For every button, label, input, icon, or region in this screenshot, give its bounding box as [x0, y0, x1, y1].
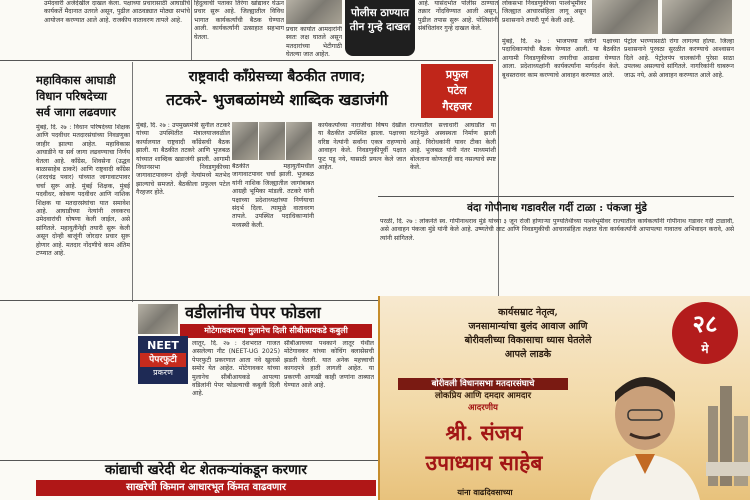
top-right-photo-2	[662, 0, 732, 34]
divider	[0, 60, 496, 61]
top-strip-text-2: हिंदुत्वाची पताका तिरंगा खांद्यावर घेऊन प्रचार सुरू आहे. जिल्ह्यातील विविध भागात कार्यकर्त्यांची बैठक घेण्यात आली. कार्यकर्त्यांनी उत्साहात सहभाग घेतला.	[194, 0, 284, 41]
lead-col-4-text: राज्यातील सत्ताधारी आघाडीत या घटनेमुळे अस्वस्थता निर्माण झाली आहे. विरोधकांनी यावर टीका केली आहे. भुजबळ यांनी नंतर माध्यमांशी बोलताना कोणताही वाद नसल्याचे स्पष्ट केले.	[410, 122, 496, 172]
neet-photo	[138, 304, 178, 334]
birthday-ad	[378, 296, 750, 500]
lead-col-1	[136, 122, 230, 290]
ad-date-badge	[672, 302, 738, 364]
ad-name	[384, 418, 584, 484]
lead-headline	[134, 66, 420, 118]
ad-line-3: बोरीवलीच्या विकासाचा ध्यास घेतलेले	[464, 335, 592, 346]
bottom-headline	[36, 460, 376, 480]
munde-headline	[380, 200, 734, 216]
ad-line-7: आदरणीय	[468, 403, 498, 413]
right-top-col-1	[502, 38, 620, 190]
ad-name-line-2: उपाध्याय साहेब	[425, 450, 543, 475]
left-headline	[36, 72, 130, 122]
munde-body	[380, 218, 734, 294]
left-title-line-3: सर्व जागा लढवणार	[36, 105, 116, 119]
top-strip-col-2	[194, 0, 284, 60]
neet-badge-line-2: पेपरफुटी	[140, 353, 186, 367]
divider	[191, 0, 192, 60]
right-top-col-2	[624, 38, 734, 190]
lead-col-1-text: मुंबई, दि. २७ : उपमुख्यमंत्री सुनील तटकरे यांच्या उपस्थितीत मंत्रालयाजवळील कार्यालयात राष्ट्रवादी काँग्रेसची बैठक झाली. या बैठकीत तटकरे आणि भुजबळ यांच्यात शाब्दिक खडाजंगी झाली. आगामी विधानसभा निवडणुकीच्या जागावाटपावरून दोन्ही नेत्यांमध्ये मतभेद झाल्याचे समजते. बैठकीला प्रफुल्ल पटेल गैरहजर होते.	[136, 122, 230, 197]
neet-title: वडीलांनीच पेपर फोडला	[185, 303, 321, 322]
ad-date-number: २८	[692, 310, 718, 338]
neet-badge	[138, 336, 188, 384]
ad-line-6: लोकप्रिय आणि दमदार आमदार	[434, 391, 532, 401]
lead-col-3-text: कार्यकर्त्यांच्या नाराजीचा विषय देखील या बैठकीत उपस्थित झाला. पक्षाच्या वरिष्ठ नेत्यांनी सर्वांना एकत्र राहण्याचे आवाहन केले. निवडणुकीपूर्वी पक्षात फूट पडू नये, यासाठी प्रयत्न केले जात आहेत.	[318, 122, 406, 172]
ad-footer	[420, 486, 550, 500]
police-badge-text: पोलीस ठाण्यात तीन गुन्हे दाखल	[349, 7, 411, 33]
neet-col-2-text: सीबीआयच्या पथकाने लातूर येथील मोटेगावकर यांच्या कोचिंग क्लासेसची झडती घेतली. यात अनेक महत्त्वाची कागदपत्रे हाती लागली आहेत. या प्रकरणी आणखी काही जणांना ताब्यात घेण्यात आले आहे.	[284, 340, 374, 390]
ad-line-2: जनसामान्यांचा बुलंद आवाज आणि	[468, 321, 588, 332]
divider	[132, 62, 133, 302]
lead-col-2-text: बैठकीत महायुतीमधील जागावाटपावर चर्चा झाली. भुजबळ यांनी नाशिक जिल्ह्यातील जागांबाबत आग्रही भूमिका मांडली. तटकरे यांनी पक्षाच्या प्रदेशाध्यक्षांच्या निर्णयाचा संदर्भ दिला. त्यामुळे वातावरण तापले. उपस्थित पदाधिकाऱ्यांनी मध्यस्थी केली.	[232, 163, 314, 229]
divider	[378, 196, 734, 197]
top-photo	[286, 0, 342, 24]
right-top-col-2-text: पेट्रोल भरण्यासाठी रांगा लागल्या होत्या. जिल्हा प्रशासनाने पुरवठा सुरळीत करण्याचे आश्वासन दिले आहे. पेट्रोलपंप चालकांनी पुरेसा साठा उपलब्ध असल्याचे सांगितले. नागरिकांनी घाबरून जाऊ नये, असे आवाहन करण्यात आले आहे.	[624, 38, 734, 79]
ad-skyline	[706, 366, 750, 486]
neet-col-2	[284, 340, 374, 460]
ad-date-month: मे	[701, 342, 709, 356]
lead-badge-line-2: पटेल	[447, 84, 467, 97]
ad-name-line-1: श्री. संजय	[445, 420, 523, 445]
lead-photo-2	[259, 122, 285, 160]
ad-portrait	[580, 362, 710, 500]
ad-line-1: कार्यसम्राट नेतृत्व,	[498, 307, 558, 318]
left-body	[36, 124, 130, 298]
top-strip-text-3: प्रचार कार्यात आमदारांनी स्वतः लक्ष घातले असून मतदारांच्या भेटीगाठी घेतल्या जात आहेत.	[286, 26, 342, 59]
neet-col-1	[192, 340, 280, 460]
bottom-subheadline	[36, 480, 376, 496]
top-right-photo-1	[592, 0, 658, 34]
ad-line-5: बोरीवली विधानसभा मतदारसंघाचे	[398, 378, 568, 390]
lead-badge	[421, 64, 493, 118]
ad-constituency	[388, 378, 578, 418]
munde-title: वंदा गोपीनाथ गडावरील गर्दी टाळा : पंकजा मुंडे	[467, 202, 647, 214]
lead-badge-line-1: प्रफुल	[445, 68, 469, 81]
neet-subtitle: मोटेगावकरच्या मुलानेच दिली सीबीआयकडे कबुली	[204, 326, 348, 335]
ad-line-4: आपले लाडके	[504, 349, 552, 360]
ad-footer-text: यांना वाढदिवसाच्या	[457, 488, 513, 497]
neet-badge-line-1: NEET	[147, 339, 179, 352]
lead-photo-1	[232, 122, 258, 160]
top-strip-col-3	[286, 26, 342, 60]
top-strip-text-5: लोकसभा निवडणुकीच्या पार्श्वभूमीवर जिल्ह्यात आचारसंहिता लागू असून प्रशासनाने तयारी पूर्ण केली आहे.	[502, 0, 586, 24]
top-strip-text-1: उमेदवारी अर्जदेखील दाखल केला. पक्षाच्या प्रचारासाठी आघाडीचे कार्यकर्ते मैदानात उतरले असून, पुढील आठवड्यात मोठ्या सभांचे आयोजन करण्यात आले आहे. राजकीय वातावरण तापले आहे.	[44, 0, 190, 24]
right-top-col-1-text: मुंबई, दि. २७ : भाजपच्या वतीने पक्षाच्या पदाधिकाऱ्यांची बैठक घेण्यात आली. या बैठकीत आगामी निवडणुकीच्या तयारीचा आढावा घेण्यात आला. प्रदेशाध्यक्षांनी कार्यकर्त्यांना मार्गदर्शन केले. बूथस्तरावर काम करण्याचे आवाहन करण्यात आले.	[502, 38, 620, 79]
top-strip-col-1	[44, 0, 190, 58]
left-title-line-1: महाविकास आघाडी	[36, 73, 116, 87]
left-title-line-2: विधान परिषदेच्या	[36, 89, 107, 103]
lead-col-2	[232, 163, 314, 290]
top-strip-text-4: आहे. यासंदर्भात पोलीस ठाण्यात तक्रार नोंदविण्यात आली असून, पुढील तपास सुरू आहे. पोलिसांनी संबंधितांवर गुन्हे दाखल केले.	[418, 0, 498, 33]
neet-subheadline	[180, 324, 372, 338]
lead-photo-3	[286, 122, 312, 160]
lead-title: राष्ट्रवादी काँग्रेसच्या बैठकीत तणाव;	[188, 69, 366, 85]
lead-subtitle: तटकरे- भुजबळांमध्ये शाब्दिक खडाजंगी	[166, 90, 388, 109]
police-badge	[345, 0, 415, 56]
left-body-text: मुंबई, दि. २७ : विधान परिषदेच्या शिक्षक आणि पदवीधर मतदारसंघांच्या निवडणुका जाहीर झाल्या आहेत. महाविकास आघाडीने या सर्व जागा लढवण्याचा निर्णय घेतला आहे. काँग्रेस, शिवसेना (उद्धव बाळासाहेब ठाकरे) आणि राष्ट्रवादी काँग्रेस (शरदचंद्र पवार) यांच्यात जागावाटपावर चर्चा सुरू आहे. मुंबई शिक्षक, मुंबई पदवीधर, कोकण पदवीधर आणि नाशिक शिक्षक या मतदारसंघांचा यात समावेश आहे. आघाडीच्या नेत्यांनी लवकरच उमेदवारांची घोषणा केली जाईल, असे सांगितले. महायुतीनेही तयारी सुरू केली असून दोन्ही बाजूंनी जोरदार प्रचार सुरू होणार आहे. मतदार नोंदणीचे काम अंतिम टप्प्यात आहे.	[36, 124, 130, 258]
neet-badge-line-3: प्रकरण	[153, 368, 173, 377]
neet-col-1-text: लातूर, दि. २७ : देशभरात गाजत असलेल्या नीट (NEET-UG 2025) पेपरफुटी प्रकरणात आता नवे खुलासे समोर येत आहेत. मोटेगावकर यांच्या मुलानेच सीबीआयकडे आपल्या वडिलांनी पेपर फोडल्याची कबुली दिली आहे.	[192, 340, 280, 398]
bottom-title: कांद्याची खरेदी थेट शेतकऱ्यांकडून करणार	[105, 462, 307, 478]
munde-body-text: परळी, दि. २७ : लोकनेते स्व. गोपीनाथराव मुंडे यांच्या ३ जून रोजी होणाऱ्या पुण्यतिथीच्या पार्श्वभूमीवर राज्यातील कार्यकर्त्यांनी गोपीनाथ गडावर गर्दी टाळावी, असे आवाहन पंकजा मुंडे यांनी केले आहे. उष्णतेची लाट आणि निवडणुकीची आचारसंहिता लक्षात घेता कार्यकर्त्यांनी आपापल्या गावातच अभिवादन करावे, असे त्यांनी सांगितले.	[380, 218, 734, 242]
lead-badge-line-3: गैरहजर	[442, 100, 472, 113]
divider	[0, 300, 378, 301]
bottom-subtitle: साखरेची किमान आधारभूत किंमत वाढवणार	[126, 482, 286, 493]
top-strip-col-4	[418, 0, 498, 60]
